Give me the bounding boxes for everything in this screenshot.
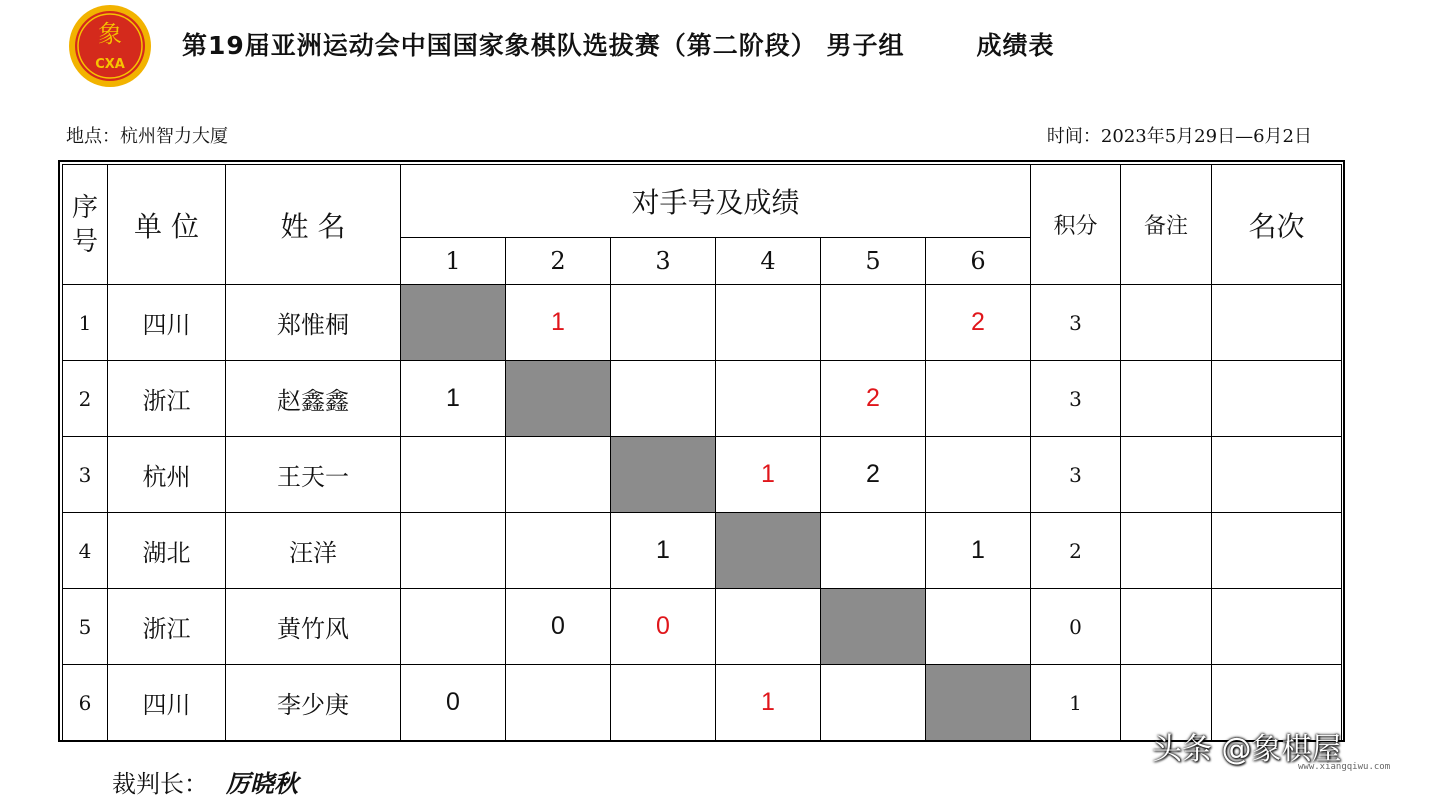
result-cell [716,361,821,437]
watermark-url: www.xiangqiwu.com [1298,762,1391,772]
result-cell [926,589,1031,665]
result-cell [821,665,926,741]
row-note [1121,513,1212,589]
table-row [63,285,1342,361]
table-body [63,285,1342,741]
time-text: 时间：2023年5月29日—6月2日 [1046,126,1312,147]
result-cell [401,513,506,589]
row-name: 郑惟桐 [226,285,401,361]
header-unit: 单 位 [108,165,226,285]
self-cell [821,589,926,665]
result-cell: 2 [821,361,926,437]
row-seq: 2 [63,361,108,437]
row-rank [1212,513,1342,589]
referee-label: 裁判长： [112,770,208,798]
row-seq: 6 [63,665,108,741]
result-cell: 1 [926,513,1031,589]
header-note: 备注 [1121,165,1212,285]
row-score: 3 [1031,361,1121,437]
referee-line [112,764,298,799]
row-rank [1212,361,1342,437]
row-score: 0 [1031,589,1121,665]
result-cell: 2 [926,285,1031,361]
location-text: 地点：杭州智力大厦 [66,126,228,147]
self-cell [926,665,1031,741]
result-cell [611,665,716,741]
table-row [63,589,1342,665]
result-cell: 1 [506,285,611,361]
row-name: 李少庚 [226,665,401,741]
opponent-number: 5 [821,238,926,285]
result-cell [611,361,716,437]
title-main: 第19届亚洲运动会中国国家象棋队选拔赛（第二阶段） 男子组 [182,31,905,60]
result-cell [821,513,926,589]
row-note [1121,437,1212,513]
header-seq: 序号 [63,165,108,285]
row-score: 1 [1031,665,1121,741]
row-name: 赵鑫鑫 [226,361,401,437]
table-row [63,665,1342,741]
row-seq: 3 [63,437,108,513]
opponent-number: 1 [401,238,506,285]
result-cell [506,665,611,741]
result-cell: 0 [401,665,506,741]
result-cell: 0 [506,589,611,665]
row-seq: 1 [63,285,108,361]
logo-text: CXA [95,57,125,72]
header-name: 姓 名 [226,165,401,285]
self-cell [401,285,506,361]
page-title [182,26,1055,66]
row-name: 黄竹风 [226,589,401,665]
row-score: 3 [1031,285,1121,361]
self-cell [611,437,716,513]
table-row [63,437,1342,513]
result-cell [506,513,611,589]
row-seq: 5 [63,589,108,665]
row-rank [1212,589,1342,665]
header-opponents: 对手号及成绩 [401,165,1031,238]
result-cell [716,589,821,665]
result-cell: 0 [611,589,716,665]
table-row [63,513,1342,589]
row-name: 王天一 [226,437,401,513]
header-row [63,165,1342,238]
result-cell: 1 [401,361,506,437]
result-cell [401,437,506,513]
result-cell [926,437,1031,513]
result-cell [716,285,821,361]
row-note [1121,285,1212,361]
title-tail: 成绩表 [976,31,1055,60]
table-row [63,361,1342,437]
self-cell [716,513,821,589]
watermark: 头条 @象棋屋 [1152,732,1342,767]
row-seq: 4 [63,513,108,589]
header-rank: 名次 [1212,165,1342,285]
result-cell [926,361,1031,437]
referee-name: 厉晓秋 [226,769,298,798]
row-score: 2 [1031,513,1121,589]
self-cell [506,361,611,437]
result-cell: 2 [821,437,926,513]
results-table [62,164,1342,741]
result-cell [611,285,716,361]
result-cell: 1 [716,665,821,741]
row-score: 3 [1031,437,1121,513]
row-unit: 湖北 [108,513,226,589]
header-score: 积分 [1031,165,1121,285]
row-unit: 浙江 [108,361,226,437]
result-cell [401,589,506,665]
result-cell: 1 [716,437,821,513]
result-cell: 1 [611,513,716,589]
row-rank [1212,437,1342,513]
row-rank [1212,285,1342,361]
row-note [1121,361,1212,437]
opponent-number: 6 [926,238,1031,285]
opponent-number: 3 [611,238,716,285]
row-unit: 杭州 [108,437,226,513]
row-note [1121,589,1212,665]
row-name: 汪洋 [226,513,401,589]
row-unit: 四川 [108,665,226,741]
row-unit: 四川 [108,285,226,361]
result-cell [821,285,926,361]
row-unit: 浙江 [108,589,226,665]
opponent-number: 4 [716,238,821,285]
logo-glyph: 象 [98,20,122,48]
opponent-number: 2 [506,238,611,285]
result-cell [506,437,611,513]
cxa-logo [68,4,152,88]
